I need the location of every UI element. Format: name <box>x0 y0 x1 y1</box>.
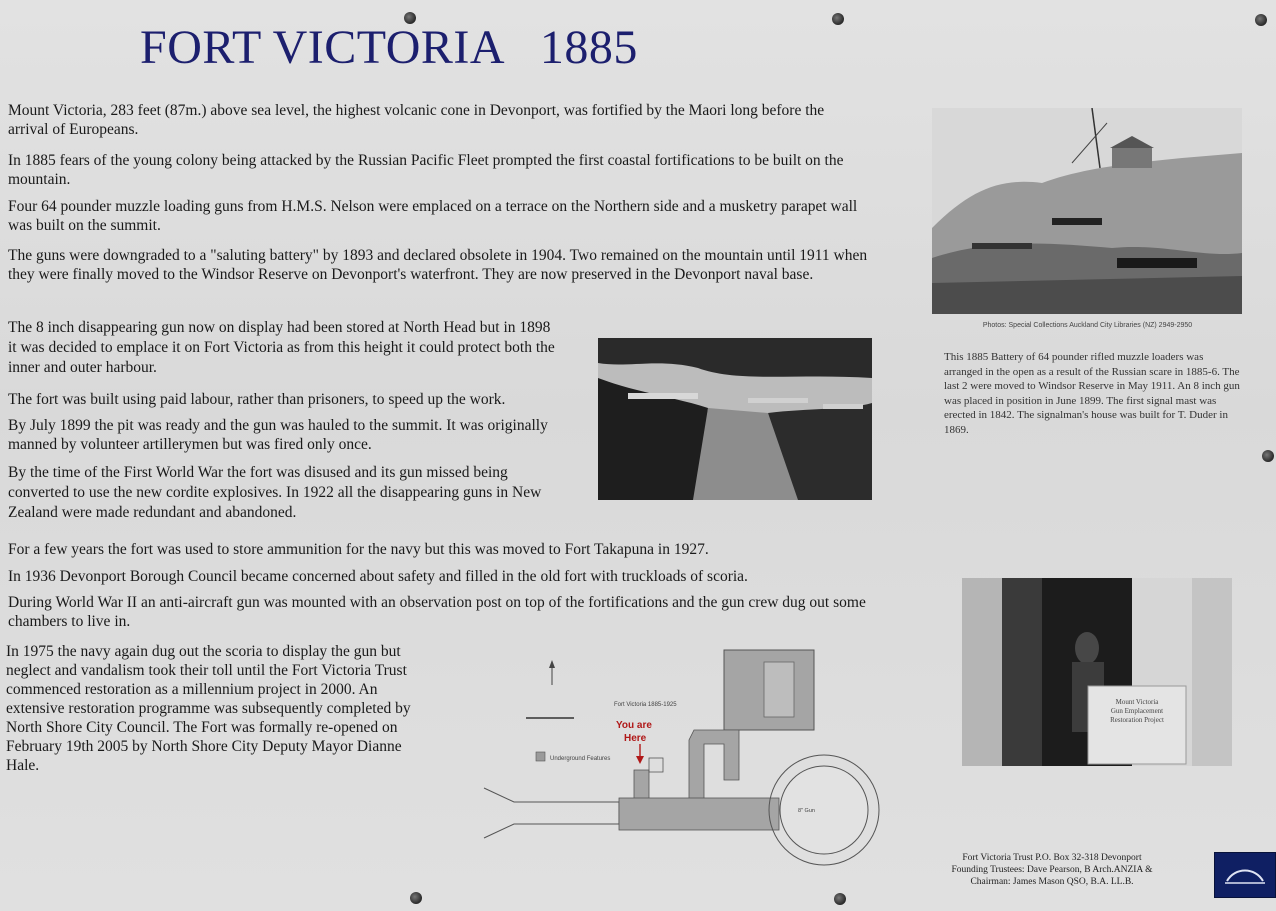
paragraph-world-war-two: During World War II an anti-aircraft gun was mounted with an observation post on top of the fortifications and the gun crew dug out some chambers to live in. <box>8 594 866 630</box>
fort-map <box>474 640 904 872</box>
paragraph-july-1899: By July 1899 the pit was ready and the gun was hauled to the summit. It was originally manned by volunteer artillerymen but was fired only once. <box>8 417 548 453</box>
paragraph-paid-labour: The fort was built using paid labour, rather than prisoners, to speed up the work. <box>8 391 506 408</box>
paragraph-disappearing-gun: The 8 inch disappearing gun now on display had been stored at North Head but in 1898 it was decided to emplace it on Fort Victoria as from this height it could protect both the inner and outer harbour. <box>8 319 555 376</box>
mounting-screw <box>834 893 846 905</box>
legend-swatch <box>536 752 545 761</box>
mounting-screw <box>832 13 844 25</box>
mounting-screw <box>1262 450 1274 462</box>
restoration-sign <box>1090 698 1184 725</box>
paragraph-mount-victoria: Mount Victoria, 283 feet (87m.) above sea level, the highest volcanic cone in Devonport, was fortified by the Maori long before the arrival of Europeans. <box>8 102 825 138</box>
council-logo <box>1214 852 1276 898</box>
you-are-here-label-2: Here <box>624 733 647 744</box>
footer-line-1: Fort Victoria Trust P.O. Box 32-318 Devonport <box>962 853 1142 863</box>
gun-pit-label: 8" Gun <box>798 808 815 814</box>
map-legend: Underground Features <box>550 756 611 762</box>
photo-caption: This 1885 Battery of 64 pounder rifled muzzle loaders was arranged in the open as a result of the Russian scare in 1885-6. The last 2 were moved to Windsor Reserve in May 1911. An 8 inch gun was placed in position in June 1899. The first signal mast was erected in 1842. The signalman's house was built for T. Duder in 1869. <box>944 351 1240 436</box>
paragraph-1936-scoria: In 1936 Devonport Borough Council became concerned about safety and filled in the old fort with truckloads of scoria. <box>8 568 748 585</box>
restoration-sign-line-2: Gun Emplacement <box>1110 707 1164 715</box>
paragraph-restoration: In 1975 the navy again dug out the scoria to display the gun but neglect and vandalism took their toll until the Fort Victoria Trust commenced restoration as a millennium project in 2000. An extensive restoration programme was subsequently completed by North Shore City Council. The Fort was formally re-opened on February 19th 2005 by North Shore City Deputy Mayor Dianne Hale. <box>6 643 411 774</box>
restoration-sign-line-1: Mount Victoria <box>1115 698 1159 706</box>
battery-sketch-image <box>932 108 1242 314</box>
map-title: Fort Victoria 1885-1925 <box>614 702 677 708</box>
paragraph-ammunition-store: For a few years the fort was used to store ammunition for the navy but this was moved to Fort Takapuna in 1927. <box>8 541 709 558</box>
mounting-screw <box>1255 14 1267 26</box>
tunnel-entrance-photo <box>962 578 1232 766</box>
footer-line-3: Chairman: James Mason QSO, B.A. LL.B. <box>970 877 1134 887</box>
fort-pathway-photo <box>598 338 872 500</box>
trust-footer <box>912 852 1192 888</box>
you-are-here-label-1: You are <box>616 720 652 731</box>
paragraph-1885-fears: In 1885 fears of the young colony being attacked by the Russian Pacific Fleet prompted the first coastal fortifications to be built on the mountain. <box>8 152 844 188</box>
mounting-screw <box>410 892 422 904</box>
paragraph-64-pounder-guns: Four 64 pounder muzzle loading guns from H.M.S. Nelson were emplaced on a terrace on the Northern side and a musketry parapet wall was built on the summit. <box>8 198 858 234</box>
photo-credit: Photos: Special Collections Auckland City Libraries (NZ) 2949-2950 <box>982 322 1193 329</box>
footer-line-2: Founding Trustees: Dave Pearson, B Arch.ANZIA & <box>951 865 1153 875</box>
paragraph-first-world-war: By the time of the First World War the fort was disused and its gun missed being converted to use the new cordite explosives. In 1922 all the disappearing guns in New Zealand were made redundant and abandoned. <box>8 464 542 521</box>
restoration-sign-line-3: Restoration Project <box>1110 716 1164 724</box>
paragraph-saluting-battery: The guns were downgraded to a "saluting battery" by 1893 and declared obsolete in 1904. Two remained on the mountain until 1911 when they were finally moved to the Windsor Reserve on Devonport's waterfront. They are now preserved in the Devonport naval base. <box>8 247 868 283</box>
north-arrow-icon <box>549 660 555 668</box>
board-title: FORT VICTORIA 1885 <box>140 21 638 74</box>
